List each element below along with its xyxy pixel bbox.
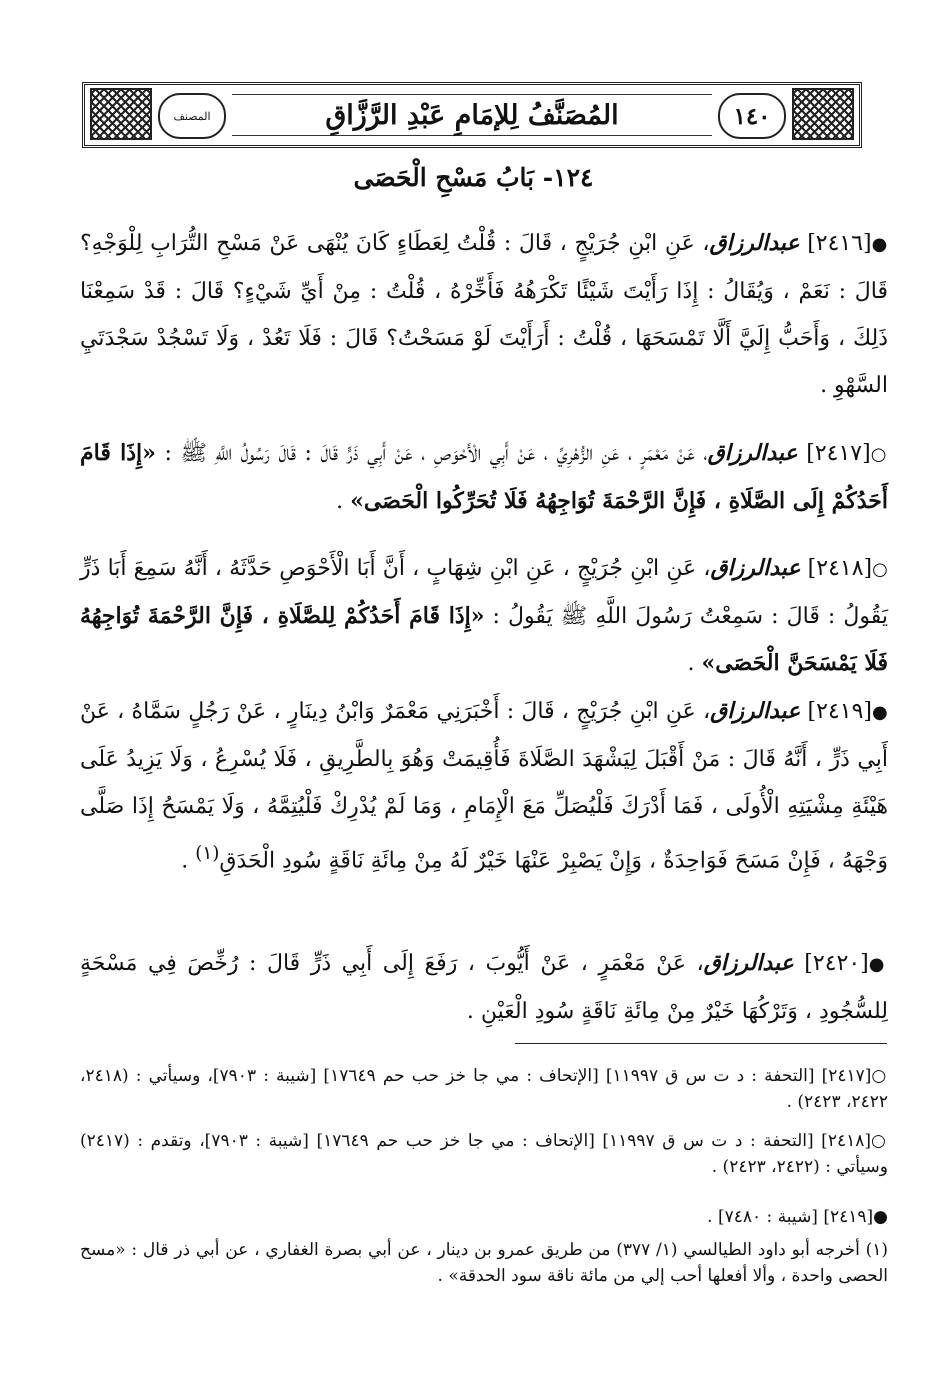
- footnote-2419: [80, 1204, 888, 1230]
- hadith-2419: [80, 688, 888, 884]
- hadith-author: عبدالرزاق: [709, 230, 800, 256]
- page-number: ١٤٠: [718, 93, 786, 139]
- footnote-2417: [80, 1063, 888, 1115]
- footnote-text: [٢٤١٨] [التحفة : د ت س ق ١١٩٩٧] [الإتحاف : مي جا خز حب حم ١٧٦٤٩] [شيبة : ٧٩٠٣]، وتقدم : (٢٤١٧) وسيأتي : (٢٤٢٢، ٢٤٢٣) .: [80, 1131, 888, 1177]
- hadith-2420: [80, 940, 888, 1035]
- hadith-2417: [80, 430, 888, 525]
- hadith-text: ، عَنْ مَعْمَرٍ ، عَنْ أَيُّوبَ ، رَفَعَ إِلَى أَبِي ذَرٍّ قَالَ : رُخِّصَ فِي مَسْحَةٍ لِلسُّجُودِ ، وَتَرْكُهَا خَيْرٌ مِنْ مِائَةِ نَاقَةٍ سُودِ الْعَيْنِ .: [80, 951, 888, 1024]
- hadith-number: [٢٤٢٠]: [804, 951, 869, 976]
- footnote-divider: [515, 1043, 887, 1044]
- footnote-reference[interactable]: (١): [195, 843, 220, 864]
- hadith-marker: ●: [872, 702, 888, 723]
- hadith-marker: ○: [870, 444, 888, 465]
- page-header: [82, 82, 862, 148]
- hadith-marker: ○: [872, 559, 888, 580]
- hadith-number: [٢٤١٦]: [807, 231, 872, 256]
- hadith-author: عبدالرزاق: [707, 440, 798, 466]
- footnote-text: (١) أخرجه أبو داود الطيالسي (١/ ٣٧٧) من طريق عمرو بن دينار ، عن أبي بصرة الغفاري ، عن أبي ذر قال : «مسح الحصى واحدة ، وألا أفعلها أحب إلي من مائة ناقة سود الحدقة» .: [80, 1240, 888, 1286]
- hadith-marker: ●: [868, 954, 888, 975]
- hadith-author: عبدالرزاق: [710, 555, 801, 581]
- hadith-2418: [80, 545, 888, 687]
- footnote-1: [80, 1237, 888, 1289]
- hadith-text: ، عَنِ ابْنِ جُرَيْجٍ ، قَالَ : أَخْبَرَنِي مَعْمَرٌ وَابْنُ دِينَارٍ ، عَنْ رَجُلٍ سَمَّاهُ ، عَنْ أَبِي ذَرٍّ ، أَنَّهُ قَالَ : مَنْ أَقْبَلَ لِيَشْهَدَ الصَّلَاةَ فَأُقِيمَتْ وَهُوَ بِالطَّرِيقِ ، فَلَا يُسْرِعُ ، وَلَا يَزِيدُ عَلَى هَيْئَةِ مِشْيَتِهِ الْأُولَى ، فَمَا أَدْرَكَ فَلْيُصَلِّ مَعَ الْإِمَامِ ، وَمَا لَمْ يُدْرِكْ فَلْيُتِمَّهُ ، وَلَا يَمْسَحُ إِذَا صَلَّى وَجْهَهُ ، فَإِنْ مَسَحَ فَوَاحِدَةٌ ، وَإِنْ يَصْبِرْ عَنْهَا خَيْرٌ لَهُ مِنْ مِائَةِ نَاقَةٍ سُودِ الْحَدَقِ: [80, 699, 888, 874]
- seal-text: المصنف: [173, 109, 211, 123]
- hadith-number: [٢٤١٩]: [807, 699, 872, 724]
- footnote-marker: ○: [870, 1131, 888, 1151]
- footnote-2418: [80, 1128, 888, 1180]
- hadith-2416: [80, 220, 888, 409]
- hadith-text: ، عَنِ ابْنِ جُرَيْجٍ ، قَالَ : قُلْتُ لِعَطَاءٍ كَانَ يُنْهَى عَنْ مَسْحِ التُّرَابِ لِلْوَجْهِ؟ قَالَ : نَعَمْ ، وَيُقَالُ : إِذَا رَأَيْتَ شَيْئًا تَكْرَهُهُ فَأَخِّرْهُ ، قُلْتُ : مِنْ أَيِّ شَيْءٍ؟ قَالَ : قَدْ سَمِعْنَا ذَلِكَ ، وَأَحَبُّ إِلَيَّ أَلَّا تَمْسَحَهَا ، قُلْتُ : أَرَأَيْتَ لَوْ مَسَحْتُ؟ قَالَ : فَلَا تَعُدْ ، وَلَا تَسْجُدْ سَجْدَتَيِ السَّهْوِ .: [80, 231, 888, 398]
- hadith-text: ، عَنْ مَعْمَرٍ ، عَنِ الزُّهْرِيِّ ، عَنْ أَبِي الْأَحْوَصِ ، عَنْ أَبِي ذَرٍّ قَالَ : قَالَ رَسُولُ اللَّهِ ﷺ :: [164, 441, 708, 466]
- chapter-title: ١٢٤- بَابُ مَسْحِ الْحَصَى: [353, 163, 594, 192]
- footnote-text: [٢٤١٩] [شيبة : ٧٤٨٠] .: [707, 1207, 874, 1227]
- hadith-marker: ●: [871, 234, 888, 255]
- hadith-author: عبدالرزاق: [703, 950, 794, 976]
- hadith-prophetic-text: «إِذَا قَامَ أَحَدُكُمْ لِلصَّلَاةِ ، فَإِنَّ الرَّحْمَةَ تُوَاجِهُهُ فَلَا يَمْسَحَنَّ الْحَصَى»: [80, 603, 888, 676]
- footnote-text: [٢٤١٧] [التحفة : د ت س ق ١١٩٩٧] [الإتحاف : مي جا خز حب حم ١٧٦٤٩] [شيبة : ٧٩٠٣]، وسيأتي : (٢٤١٨، ٢٤٢٢، ٢٤٢٣) .: [80, 1066, 888, 1112]
- hadith-number: [٢٤١٧]: [806, 441, 871, 466]
- hadith-tail: .: [181, 848, 196, 874]
- hadith-author: عبدالرزاق: [710, 698, 801, 724]
- book-seal: [158, 93, 226, 139]
- hadith-text: ، عَنِ ابْنِ جُرَيْجٍ ، عَنِ ابْنِ شِهَابٍ ، أَنَّ أَبَا الْأَحْوَصِ حَدَّثَهُ ، أَنَّهُ سَمِعَ أَبَا ذَرٍّ يَقُولُ : قَالَ : سَمِعْتُ رَسُولَ اللَّهِ ﷺ يَقُولُ :: [80, 556, 888, 629]
- header-ornament-left: [90, 88, 152, 140]
- header-ornament-right: [792, 88, 854, 140]
- hadith-prophetic-text: «إِذَا قَامَ أَحَدُكُمْ إِلَى الصَّلَاةِ ، فَإِنَّ الرَّحْمَةَ تُوَاجِهُهُ فَلَا تُحَرِّكُوا الْحَصَى»: [80, 440, 888, 514]
- hadith-number: [٢٤١٨]: [807, 556, 873, 581]
- footnote-marker: ○: [871, 1066, 888, 1086]
- hadith-tail: .: [336, 489, 351, 514]
- hadith-tail: .: [687, 651, 702, 676]
- footnote-marker: ●: [873, 1207, 888, 1227]
- book-title: المُصَنَّفُ لِلإمَامِ عَبْدِ الرَّزَّاقِ: [232, 94, 712, 136]
